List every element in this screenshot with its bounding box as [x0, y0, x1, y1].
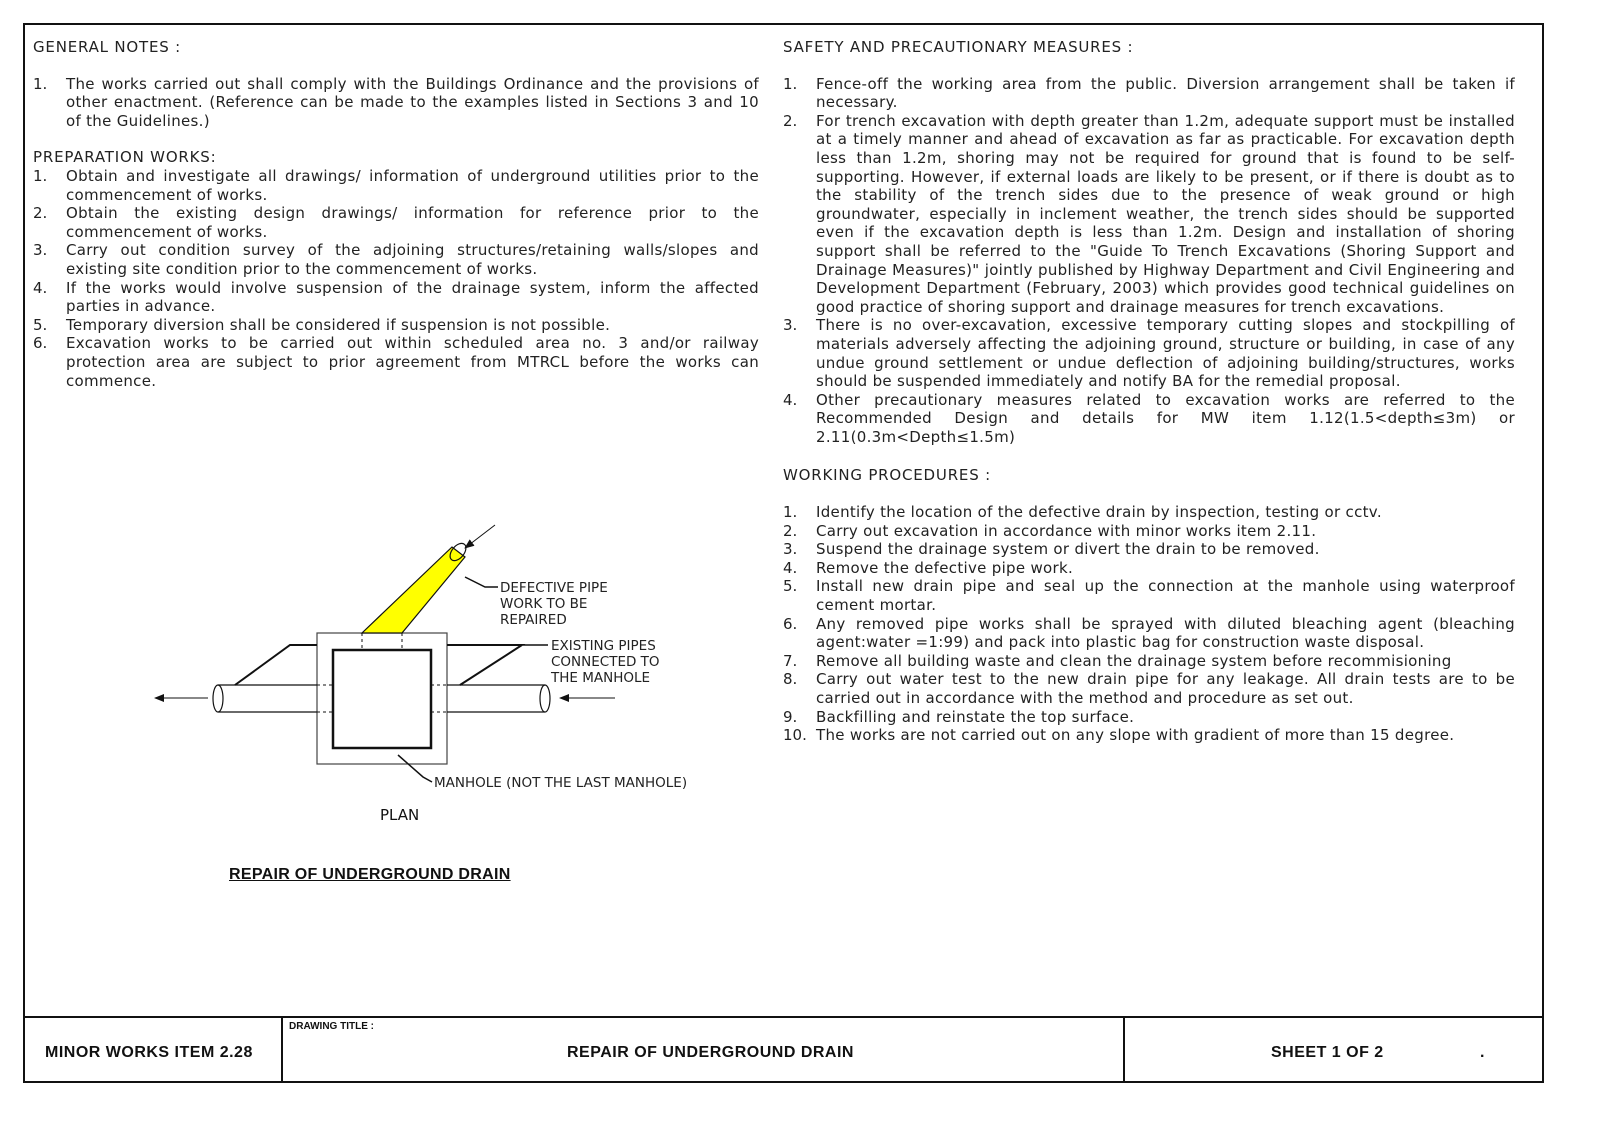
item-text: Install new drain pipe and seal up the connection at the manhole using waterproof cement mortar.	[816, 577, 1515, 615]
item-number: 3.	[783, 316, 798, 335]
minor-works-item: MINOR WORKS ITEM 2.28	[45, 1044, 253, 1061]
item-number: 10.	[783, 726, 807, 745]
item-number: 1.	[33, 166, 48, 185]
item-number: 4.	[783, 390, 798, 409]
item-text: Any removed pipe works shall be sprayed with diluted bleaching agent (bleaching agent:water =1:99) and pack into plastic bag for construction waste disposal.	[816, 614, 1515, 652]
safety-heading: SAFETY AND PRECAUTIONARY MEASURES :	[783, 38, 1134, 56]
existing-label-2: CONNECTED TO	[551, 654, 660, 670]
item-text: Suspend the drainage system or divert the drain to be removed.	[816, 540, 1320, 559]
item-text: Obtain the existing design drawings/ information for reference prior to the commencement of works.	[66, 204, 759, 241]
inlet-pipe	[431, 685, 550, 712]
item-text: Carry out water test to the new drain pipe for any leakage. All drain tests are to be carried out in accordance with the method and procedure as set out.	[816, 670, 1515, 707]
item-number: 1.	[33, 74, 48, 93]
list-item	[783, 503, 1515, 522]
item-number: 8.	[783, 670, 798, 689]
plan-label: PLAN	[380, 806, 420, 824]
list-item	[783, 708, 1515, 727]
general-notes-list	[33, 75, 759, 131]
existing-label-3: THE MANHOLE	[551, 670, 651, 686]
title-block-title-cell	[283, 1018, 1125, 1083]
item-number: 3.	[33, 241, 48, 260]
diagram-caption: REPAIR OF UNDERGROUND DRAIN	[229, 866, 511, 883]
preparation-works-list	[33, 167, 759, 390]
list-item	[783, 316, 1515, 390]
list-item	[783, 726, 1515, 745]
item-text: The works are not carried out on any slope with gradient of more than 15 degree.	[816, 726, 1455, 745]
safety-list	[783, 75, 1515, 447]
list-item	[33, 334, 759, 390]
item-number: 2.	[33, 204, 48, 223]
working-procedures-heading: WORKING PROCEDURES :	[783, 466, 991, 485]
list-item	[783, 577, 1515, 614]
item-text: Backfilling and reinstate the top surface.	[816, 707, 1135, 726]
item-text: Temporary diversion shall be considered if suspension is not possible.	[66, 315, 611, 334]
list-item	[783, 112, 1515, 317]
right-column	[783, 38, 1515, 745]
list-item	[33, 167, 759, 204]
item-text: Carry out excavation in accordance with minor works item 2.11.	[816, 521, 1317, 540]
list-item	[783, 652, 1515, 671]
item-text: Obtain and investigate all drawings/ information of underground utilities prior to the commencement of works.	[66, 166, 759, 204]
item-text: Excavation works to be carried out within scheduled area no. 3 and/or railway protection area are subject to prior agreement from MTRCL before the works can commence.	[66, 334, 759, 390]
list-item	[33, 204, 759, 241]
item-number: 4.	[783, 558, 798, 577]
item-text: Identify the location of the defective drain by inspection, testing or cctv.	[816, 503, 1382, 522]
item-text: Carry out condition survey of the adjoining structures/retaining walls/slopes and existing site condition prior to the commencement of works.	[66, 241, 759, 278]
list-item	[33, 241, 759, 278]
sheet-dot: .	[1480, 1044, 1485, 1061]
title-block-sheet-cell	[1125, 1018, 1544, 1083]
manhole-outer-wall	[317, 633, 447, 764]
general-notes-heading: GENERAL NOTES :	[33, 38, 182, 56]
item-text: If the works would involve suspension of the drainage system, inform the affected parties in advance.	[66, 278, 759, 316]
item-number: 1.	[783, 74, 798, 93]
list-item	[783, 559, 1515, 578]
item-number: 1.	[783, 503, 798, 522]
list-item	[783, 391, 1515, 447]
item-text: Other precautionary measures related to excavation works are referred to the Recommended Design and details for MW item 1.12(1.5<depth≤3m) or 2.11(0.3m<Depth≤1.5m)	[816, 390, 1515, 446]
list-item	[783, 75, 1515, 112]
item-number: 2.	[783, 111, 798, 130]
manhole-label: MANHOLE (NOT THE LAST MANHOLE)	[434, 775, 688, 791]
item-text: The works carried out shall comply with the Buildings Ordinance and the provisions of other enactment. (Reference can be made to the examples listed in Sections 3 and 10 of the Guidelines.)	[66, 74, 759, 130]
list-item	[783, 615, 1515, 652]
list-item	[783, 670, 1515, 707]
item-number: 4.	[33, 278, 48, 297]
existing-label-1: EXISTING PIPES	[551, 638, 656, 654]
working-procedures-list	[783, 503, 1515, 745]
drawing-title: REPAIR OF UNDERGROUND DRAIN	[567, 1044, 854, 1061]
outlet-pipe	[213, 685, 333, 712]
list-item	[783, 522, 1515, 541]
manhole-chamber	[333, 650, 431, 748]
item-number: 3.	[783, 540, 798, 559]
defective-label-2: WORK TO BE	[500, 596, 588, 612]
list-item	[33, 316, 759, 335]
item-number: 5.	[33, 315, 48, 334]
list-item	[783, 540, 1515, 559]
manhole-plan-diagram	[140, 515, 740, 815]
list-item	[33, 279, 759, 316]
drawing-title-label: DRAWING TITLE :	[289, 1021, 374, 1032]
item-text: For trench excavation with depth greater than 1.2m, adequate support must be installed at a timely manner and ahead of excavation as far as practicable. For excavation depth less than 1.2m, shoring may not be required for ground that is found to be self-supporting. However, if external loads are likely to be present, or if there is doubt as to the stability of the trench sides due to the presence of weak ground or high groundwater, especially in inclement weather, the trench sides should be supported even if the excavation depth is less than 1.2m. Design and installation of shoring support shall be referred to the "Guide To Trench Excavations (Shoring Support and Drainage Measures)" jointly published by Highway Department and Civil Engineering and Development Department (February, 2003) which provides good technical guidelines on good practice of shoring support and drainage measures for trench excavations.	[816, 111, 1515, 316]
defective-label-1: DEFECTIVE PIPE	[500, 580, 608, 596]
title-block-item-cell	[23, 1018, 283, 1083]
item-text: Fence-off the working area from the public. Diversion arrangement shall be taken if necessary.	[816, 74, 1515, 112]
defective-pipe	[362, 540, 469, 633]
defective-label-3: REPAIRED	[500, 612, 567, 628]
item-number: 7.	[783, 651, 798, 670]
item-number: 6.	[33, 334, 48, 353]
item-text: There is no over-excavation, excessive temporary cutting slopes and stockpilling of materials adversely affecting the adjoining ground, structure or building, in case of any undue ground settlement or undue deflection of adjoining building/structures, works should be suspended immediately and notify BA for the remedial proposal.	[816, 316, 1515, 391]
flow-arrow-defective	[465, 525, 495, 548]
item-number: 9.	[783, 707, 798, 726]
title-block	[23, 1016, 1544, 1083]
item-number: 6.	[783, 614, 798, 633]
preparation-works-heading: PREPARATION WORKS:	[33, 148, 217, 167]
item-text: Remove all building waste and clean the drainage system before recommisioning	[816, 651, 1452, 670]
item-number: 2.	[783, 521, 798, 540]
item-number: 5.	[783, 577, 798, 596]
item-text: Remove the defective pipe work.	[816, 558, 1074, 577]
left-column	[33, 38, 759, 390]
list-item	[33, 75, 759, 131]
sheet-number: SHEET 1 OF 2	[1271, 1044, 1384, 1061]
